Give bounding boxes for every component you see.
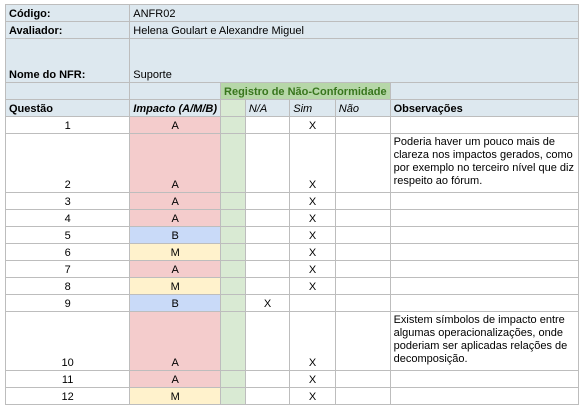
questao-cell[interactable]: 3 <box>6 193 130 210</box>
observacoes-header[interactable]: Observações <box>390 100 578 117</box>
blank-cell[interactable] <box>390 83 578 100</box>
nao-cell[interactable] <box>335 134 390 193</box>
column-header-row <box>6 100 579 117</box>
na-cell[interactable] <box>245 312 289 371</box>
sim-cell[interactable]: X <box>290 388 335 405</box>
sim-cell[interactable]: X <box>290 134 335 193</box>
nao-cell[interactable] <box>335 193 390 210</box>
impact-cell[interactable]: A <box>130 371 221 388</box>
avaliador-label[interactable]: Avaliador: <box>6 22 130 39</box>
impact-cell[interactable]: M <box>130 278 221 295</box>
table-row <box>6 278 579 295</box>
sim-cell[interactable]: X <box>290 244 335 261</box>
observacoes-cell[interactable] <box>390 193 578 210</box>
sim-cell[interactable]: X <box>290 278 335 295</box>
observacoes-cell[interactable] <box>390 371 578 388</box>
nao-cell[interactable] <box>335 371 390 388</box>
sim-cell[interactable]: X <box>290 210 335 227</box>
na-cell[interactable] <box>245 227 289 244</box>
na-cell[interactable] <box>245 388 289 405</box>
impact-cell[interactable]: A <box>130 210 221 227</box>
green-spacer-cell[interactable] <box>221 117 246 134</box>
impacto-header[interactable]: Impacto (A/M/B) <box>130 100 221 117</box>
nao-cell[interactable] <box>335 244 390 261</box>
observacoes-cell[interactable] <box>390 278 578 295</box>
na-cell[interactable] <box>245 134 289 193</box>
registro-header[interactable]: Registro de Não-Conformidade <box>221 83 391 100</box>
table-row <box>6 134 579 193</box>
nao-cell[interactable] <box>335 388 390 405</box>
questao-cell[interactable]: 5 <box>6 227 130 244</box>
registro-row <box>6 83 579 100</box>
green-spacer-cell[interactable] <box>221 227 246 244</box>
questao-cell[interactable]: 4 <box>6 210 130 227</box>
green-spacer-cell[interactable] <box>221 134 246 193</box>
observacoes-cell[interactable] <box>390 117 578 134</box>
nao-cell[interactable] <box>335 117 390 134</box>
green-spacer-cell[interactable] <box>221 295 246 312</box>
observacoes-cell[interactable] <box>390 261 578 278</box>
na-cell[interactable] <box>245 371 289 388</box>
nfr-label[interactable]: Nome do NFR: <box>6 39 130 83</box>
sim-cell[interactable]: X <box>290 261 335 278</box>
codigo-row <box>6 5 579 22</box>
green-spacer-cell[interactable] <box>221 312 246 371</box>
observacoes-cell[interactable]: Poderia haver um pouco mais de clareza nos impactos gerados, como por exemplo no terceiro nível que diz respeito ao fórum. <box>390 134 578 193</box>
nao-cell[interactable] <box>335 261 390 278</box>
table-row <box>6 388 579 405</box>
na-cell[interactable] <box>245 117 289 134</box>
impact-cell[interactable]: A <box>130 312 221 371</box>
impact-cell[interactable]: B <box>130 227 221 244</box>
observacoes-cell[interactable] <box>390 295 578 312</box>
nao-header[interactable]: Não <box>335 100 390 117</box>
table-row <box>6 210 579 227</box>
green-spacer-cell[interactable] <box>221 261 246 278</box>
avaliador-value[interactable]: Helena Goulart e Alexandre Miguel <box>130 22 579 39</box>
codigo-value[interactable]: ANFR02 <box>130 5 579 22</box>
impact-cell[interactable]: M <box>130 388 221 405</box>
sim-cell[interactable] <box>290 295 335 312</box>
table-row <box>6 371 579 388</box>
impact-cell[interactable]: A <box>130 117 221 134</box>
table-row <box>6 295 579 312</box>
questao-cell[interactable]: 2 <box>6 134 130 193</box>
questao-cell[interactable]: 11 <box>6 371 130 388</box>
na-cell[interactable] <box>245 193 289 210</box>
questao-cell[interactable]: 7 <box>6 261 130 278</box>
nao-cell[interactable] <box>335 312 390 371</box>
nao-cell[interactable] <box>335 210 390 227</box>
nfr-row <box>6 39 579 83</box>
blank-cell[interactable] <box>130 83 221 100</box>
na-cell[interactable] <box>245 261 289 278</box>
questao-cell[interactable]: 10 <box>6 312 130 371</box>
green-spacer-cell[interactable] <box>221 371 246 388</box>
sim-cell[interactable]: X <box>290 227 335 244</box>
green-spacer-cell[interactable] <box>221 193 246 210</box>
na-cell[interactable]: X <box>245 295 289 312</box>
questao-header[interactable]: Questão <box>6 100 130 117</box>
observacoes-cell[interactable] <box>390 227 578 244</box>
sim-cell[interactable]: X <box>290 312 335 371</box>
impact-cell[interactable]: A <box>130 261 221 278</box>
impact-cell[interactable]: B <box>130 295 221 312</box>
green-spacer-cell[interactable] <box>221 100 246 117</box>
table-row <box>6 261 579 278</box>
observacoes-cell[interactable] <box>390 244 578 261</box>
sim-cell[interactable]: X <box>290 117 335 134</box>
questao-cell[interactable]: 12 <box>6 388 130 405</box>
impact-cell[interactable]: M <box>130 244 221 261</box>
table-row <box>6 312 579 371</box>
nfr-value[interactable]: Suporte <box>130 39 579 83</box>
questao-cell[interactable]: 9 <box>6 295 130 312</box>
impact-cell[interactable]: A <box>130 193 221 210</box>
green-spacer-cell[interactable] <box>221 388 246 405</box>
na-cell[interactable] <box>245 244 289 261</box>
sim-cell[interactable]: X <box>290 193 335 210</box>
green-spacer-cell[interactable] <box>221 210 246 227</box>
table-row <box>6 117 579 134</box>
sim-cell[interactable]: X <box>290 371 335 388</box>
questao-cell[interactable]: 8 <box>6 278 130 295</box>
avaliador-row <box>6 22 579 39</box>
codigo-label[interactable]: Código: <box>6 5 130 22</box>
table-row <box>6 227 579 244</box>
green-spacer-cell[interactable] <box>221 278 246 295</box>
table-row <box>6 193 579 210</box>
nao-cell[interactable] <box>335 227 390 244</box>
questao-cell[interactable]: 6 <box>6 244 130 261</box>
na-cell[interactable] <box>245 278 289 295</box>
nao-cell[interactable] <box>335 278 390 295</box>
blank-cell[interactable] <box>6 83 130 100</box>
na-cell[interactable] <box>245 210 289 227</box>
observacoes-cell[interactable] <box>390 388 578 405</box>
sim-header[interactable]: Sim <box>290 100 335 117</box>
observacoes-cell[interactable] <box>390 210 578 227</box>
observacoes-cell[interactable]: Existem símbolos de impacto entre algumas operacionalizações, onde poderiam ser aplicadas relações de decomposição. <box>390 312 578 371</box>
questao-cell[interactable]: 1 <box>6 117 130 134</box>
na-header[interactable]: N/A <box>245 100 289 117</box>
green-spacer-cell[interactable] <box>221 244 246 261</box>
impact-cell[interactable]: A <box>130 134 221 193</box>
nfr-evaluation-sheet <box>5 4 579 405</box>
table-row <box>6 244 579 261</box>
nao-cell[interactable] <box>335 295 390 312</box>
